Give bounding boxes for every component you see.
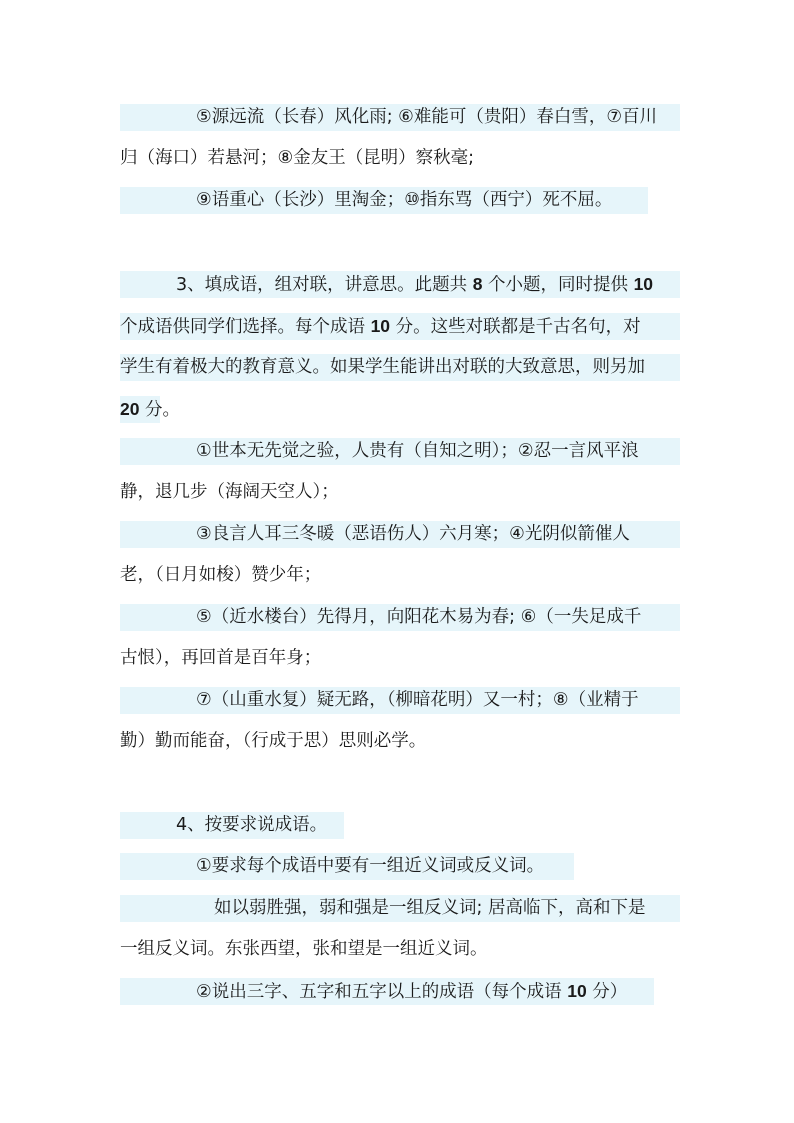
line-text: 老，（日月如梭）赞少年；: [120, 565, 322, 585]
line-text: 勤）勤而能奋，（行成于思）思则必学。: [120, 731, 427, 751]
text-line: [120, 853, 574, 880]
number: 10: [567, 981, 587, 1001]
text-line: [120, 145, 520, 172]
line-text: 如以弱胜强，弱和强是一组反义词; 居高临下，高和下是: [214, 898, 646, 918]
text-line: [120, 479, 360, 506]
line-text: 静，退几步（海阔天空人）；: [120, 482, 339, 502]
text-line: [120, 187, 648, 214]
line-text: ⑤（近水楼台）先得月，向阳花木易为春; ⑥（一失足成千: [196, 607, 642, 627]
line-text: ⑦（山重水复）疑无路，（柳暗花明）又一村；⑧（业精于: [196, 690, 639, 710]
line-text: 古恨），再回首是百年身；: [120, 648, 322, 668]
line-text: 个成语供同学们选择。每个成语: [120, 317, 371, 337]
text-line: [120, 604, 680, 631]
line-text: ②说出三字、五字和五字以上的成语（每个成语: [196, 982, 568, 1002]
number: 20: [120, 399, 140, 419]
text-line: [120, 562, 340, 589]
number: 10: [633, 274, 654, 294]
line-text: 分）: [586, 982, 628, 1002]
line-text: ⑨语重心（长沙）里淘金；⑩指东骂（西宁）死不屈。: [196, 190, 613, 210]
text-line: [120, 895, 680, 922]
text-line: [120, 521, 680, 548]
line-text: ③良言人耳三冬暖（恶语伤人）六月寒；④光阴似箭催人: [196, 524, 630, 544]
text-line: [120, 104, 680, 131]
text-line: [120, 812, 344, 839]
text-line: [120, 354, 680, 381]
text-line: [120, 438, 680, 465]
text-line: [120, 313, 680, 340]
line-text: 学生有着极大的教育意义。如果学生能讲出对联的大致意思，则另加: [120, 357, 645, 377]
line-text: 一组反义词。东张西望，张和望是一组近义词。: [120, 939, 488, 959]
text-line: [120, 271, 680, 298]
line-text: 个小题，同时提供: [482, 275, 634, 295]
line-text: 3、填成语，组对联，讲意思。此题共: [176, 275, 473, 295]
line-text: 归（海口）若悬河；⑧金友王（昆明）察秋毫;: [120, 148, 475, 168]
number: 10: [370, 316, 391, 336]
text-line: [120, 728, 460, 755]
line-text: ⑤源远流（长春）风化雨; ⑥难能可（贵阳）春白雪，⑦百川: [196, 107, 658, 127]
line-text: 分。这些对联都是千古名句，对: [390, 317, 641, 337]
text-line: [120, 936, 520, 963]
text-line: [120, 978, 654, 1005]
line-text: ①要求每个成语中要有一组近义词或反义词。: [196, 856, 545, 876]
text-line: [120, 396, 181, 423]
line-text: ①世本无先觉之验，人贵有（自知之明）；②忍一言风平浪: [196, 441, 639, 461]
line-text: 4、按要求说成语。: [176, 815, 328, 835]
number: 8: [472, 274, 483, 294]
line-text: 分。: [139, 400, 181, 420]
text-line: [120, 687, 680, 714]
text-line: [120, 645, 340, 672]
